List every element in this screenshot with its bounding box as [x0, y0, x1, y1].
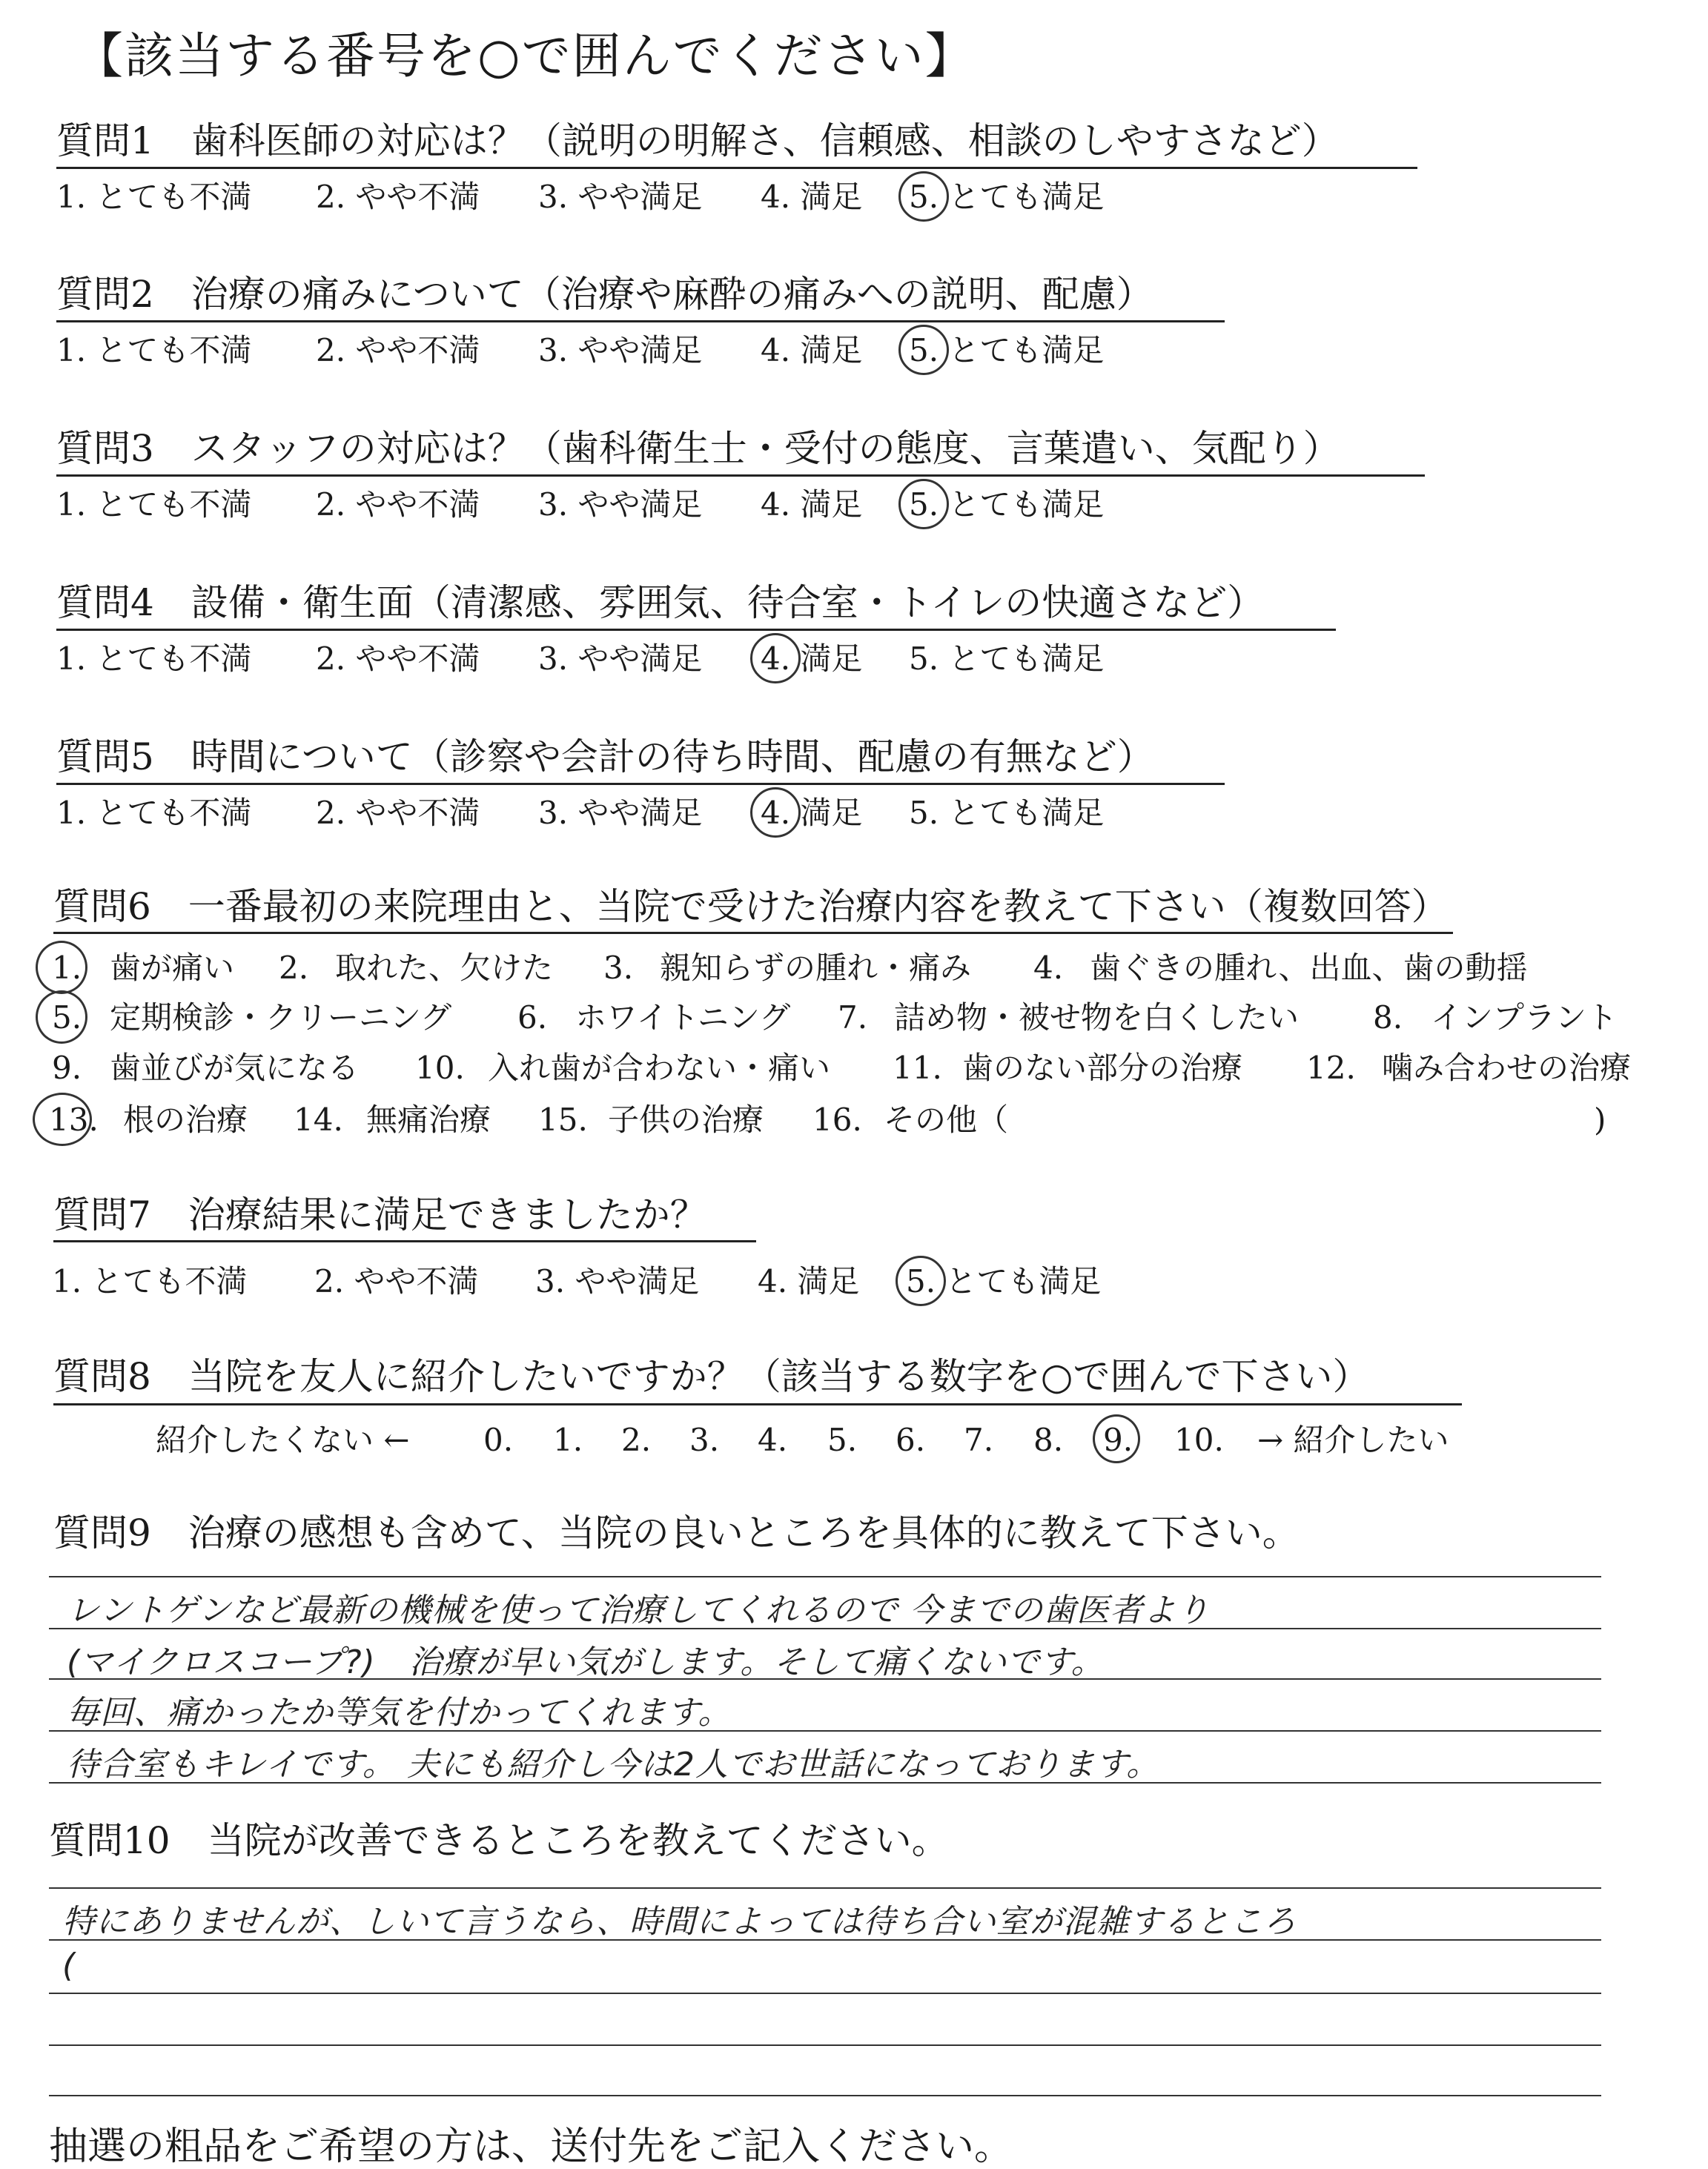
q6-option-label: 歯が痛い [110, 950, 235, 986]
q6-option-number: 3. [603, 950, 634, 986]
rating-option: 1. とても不満 [56, 486, 252, 523]
q9-title: 質問9 治療の感想も含めて、当院の良いところを具体的に教えて下さい。 [53, 1511, 1300, 1554]
q8-title: 質問8 当院を友人に紹介したいですか？（該当する数字を○で囲んで下さい） [53, 1355, 1370, 1398]
handwritten-answer-line: 待合室もキレイです。 夫にも紹介し今は2人でお世話になっております。 [67, 1746, 1160, 1784]
answer-rule [49, 1887, 1601, 1889]
question-3-underline [56, 474, 1425, 477]
rating-option: 5. とても満足 [909, 795, 1105, 831]
q6-option-label: 詰め物・被せ物を白くしたい [894, 999, 1300, 1036]
scale-number: 8. [1033, 1422, 1064, 1458]
scale-right-label: → 紹介したい [1257, 1422, 1449, 1458]
q6-option-number: 1. [52, 950, 82, 986]
question-1-underline [56, 167, 1417, 169]
q6-option-number: 7. [838, 999, 868, 1036]
q6-option-label: 定期検診・クリーニング [110, 999, 452, 1036]
scale-number: 6. [896, 1422, 926, 1458]
rating-option: 3. やや満足 [538, 640, 703, 677]
selected-answer-circle [36, 990, 87, 1044]
selected-answer-circle [898, 479, 949, 529]
rating-option: 2. やや不満 [316, 179, 480, 215]
answer-rule [49, 1576, 1601, 1577]
question-2-title: 質問2 治療の痛みについて（治療や麻酔の痛みへの説明、配慮） [56, 273, 1153, 316]
question-3-title: 質問3 スタッフの対応は？（歯科衛生士・受付の態度、言葉遣い、気配り） [56, 427, 1340, 470]
q6-other-close: ) [1594, 1102, 1606, 1138]
q6-option-number: 16. [812, 1102, 862, 1138]
rating-option: 4. 満足 [761, 795, 863, 831]
rating-option: 5. とても満足 [909, 486, 1105, 523]
q6-option-number: 9. [52, 1050, 82, 1086]
answer-rule [49, 1993, 1601, 1994]
selected-answer-circle [898, 325, 949, 375]
q6-option-number: 12. [1306, 1050, 1356, 1086]
q6-option-label: 歯並びが気になる [110, 1050, 360, 1086]
q6-option-number: 4. [1033, 950, 1064, 986]
scale-number: 9. [1103, 1422, 1133, 1458]
rating-option: 2. やや不満 [316, 640, 480, 677]
q6-option-number: 8. [1373, 999, 1403, 1036]
q6-option-label: 歯のない部分の治療 [962, 1050, 1243, 1086]
rating-option: 2. やや不満 [316, 332, 480, 368]
question-1-title: 質問1 歯科医師の対応は？（説明の明解さ、信頼感、相談のしやすさなど） [56, 119, 1339, 162]
question-4-underline [56, 629, 1336, 631]
scale-number: 2. [621, 1422, 652, 1458]
q6-option-number: 15. [538, 1102, 588, 1138]
q6-option-label: 無痛治療 [366, 1102, 491, 1138]
rating-option: 3. やや満足 [538, 332, 703, 368]
rating-option: 3. やや満足 [538, 795, 703, 831]
q6-option-label: ホワイトニング [575, 999, 791, 1036]
scale-number: 10. [1174, 1422, 1224, 1458]
question-5-title: 質問5 時間について（診察や会計の待ち時間、配慮の有無など） [56, 735, 1154, 778]
q6-option-number: 11. [893, 1050, 942, 1086]
scale-number: 7. [964, 1422, 994, 1458]
rating-option: 2. やや不満 [316, 486, 480, 523]
handwritten-answer-line: (マイクロスコープ?) 治療が早い気がします。そして痛くないです。 [67, 1643, 1105, 1681]
q6-option-label: 親知らずの腫れ・痛み [660, 950, 972, 986]
q6-option-number: 2. [279, 950, 309, 986]
rating-option: 4. 満足 [758, 1263, 860, 1299]
scale-number: 5. [827, 1422, 858, 1458]
q6-option-number: 14. [294, 1102, 343, 1138]
selected-answer-circle [1093, 1414, 1140, 1463]
q7-title: 質問7 治療結果に満足できましたか？ [53, 1193, 707, 1236]
question-4-title: 質問4 設備・衛生面（清潔感、雰囲気、待合室・トイレの快適さなど） [56, 581, 1265, 624]
handwritten-answer-line: レントゲンなど最新の機械を使って治療してくれるので 今までの歯医者より [67, 1592, 1211, 1629]
question-5-underline [56, 783, 1225, 785]
scale-number: 4. [758, 1422, 788, 1458]
selected-answer-circle [898, 171, 949, 222]
rating-option: 3. やや満足 [535, 1263, 700, 1299]
q6-underline [53, 932, 1453, 934]
rating-option: 4. 満足 [761, 179, 863, 215]
rating-option: 2. やや不満 [316, 795, 480, 831]
scale-number: 3. [689, 1422, 720, 1458]
q6-option-label: 噛み合わせの治療 [1382, 1050, 1632, 1086]
selected-answer-circle [33, 1093, 92, 1146]
selected-answer-circle [750, 633, 801, 683]
q6-option-number: 6. [517, 999, 548, 1036]
rating-option: 5. とても満足 [909, 179, 1105, 215]
selected-answer-circle [36, 941, 87, 994]
q6-option-number: 5. [52, 999, 82, 1036]
rating-option: 5. とても満足 [909, 332, 1105, 368]
answer-rule [49, 2044, 1601, 2046]
rating-option: 1. とても不満 [52, 1263, 248, 1299]
rating-option: 4. 満足 [761, 486, 863, 523]
q7-underline [53, 1240, 756, 1242]
q6-option-label: 入れ歯が合わない・痛い [488, 1050, 831, 1086]
q6-option-label: インプラント [1431, 999, 1618, 1036]
footer-text: 抽選の粗品をご希望の方は、送付先をご記入ください。 [49, 2125, 1013, 2169]
rating-option: 5. とても満足 [906, 1263, 1102, 1299]
q10-title: 質問10 当院が改善できるところを教えてください。 [49, 1819, 949, 1862]
rating-option: 2. やや不満 [314, 1263, 479, 1299]
q8-underline [53, 1403, 1462, 1405]
rating-option: 1. とても不満 [56, 640, 252, 677]
q6-option-label: その他（ [884, 1102, 1009, 1138]
q6-title: 質問6 一番最初の来院理由と、当院で受けた治療内容を教えて下さい（複数回答） [53, 885, 1449, 928]
scale-number: 0. [483, 1422, 514, 1458]
handwritten-answer-line: 毎回、痛かったか等気を付かってくれます。 [67, 1694, 732, 1732]
selected-answer-circle [896, 1256, 946, 1306]
rating-option: 1. とても不満 [56, 332, 252, 368]
q6-option-label: 根の治療 [123, 1102, 248, 1138]
q6-option-label: 子供の治療 [608, 1102, 764, 1138]
handwritten-answer-line: ( [62, 1947, 76, 1984]
rating-option: 3. やや満足 [538, 179, 703, 215]
scale-number: 1. [553, 1422, 583, 1458]
rating-option: 1. とても不満 [56, 795, 252, 831]
answer-rule [49, 2095, 1601, 2096]
rating-option: 1. とても不満 [56, 179, 252, 215]
q6-option-label: 歯ぐきの腫れ、出血、歯の動揺 [1090, 950, 1528, 986]
scale-left-label: 紹介したくない ← [156, 1422, 410, 1458]
rating-option: 3. やや満足 [538, 486, 703, 523]
selected-answer-circle [750, 787, 801, 838]
page-heading: 【該当する番号を○で囲んでください】 [74, 27, 976, 85]
q6-option-number: 13. [49, 1102, 99, 1138]
q6-option-number: 10. [415, 1050, 465, 1086]
question-2-underline [56, 320, 1225, 322]
q6-option-label: 取れた、欠けた [335, 950, 554, 986]
rating-option: 4. 満足 [761, 332, 863, 368]
rating-option: 4. 満足 [761, 640, 863, 677]
handwritten-answer-line: 特にありませんが、しいて言うなら、時間によっては待ち合い室が混雑するところ [62, 1903, 1297, 1941]
rating-option: 5. とても満足 [909, 640, 1105, 677]
